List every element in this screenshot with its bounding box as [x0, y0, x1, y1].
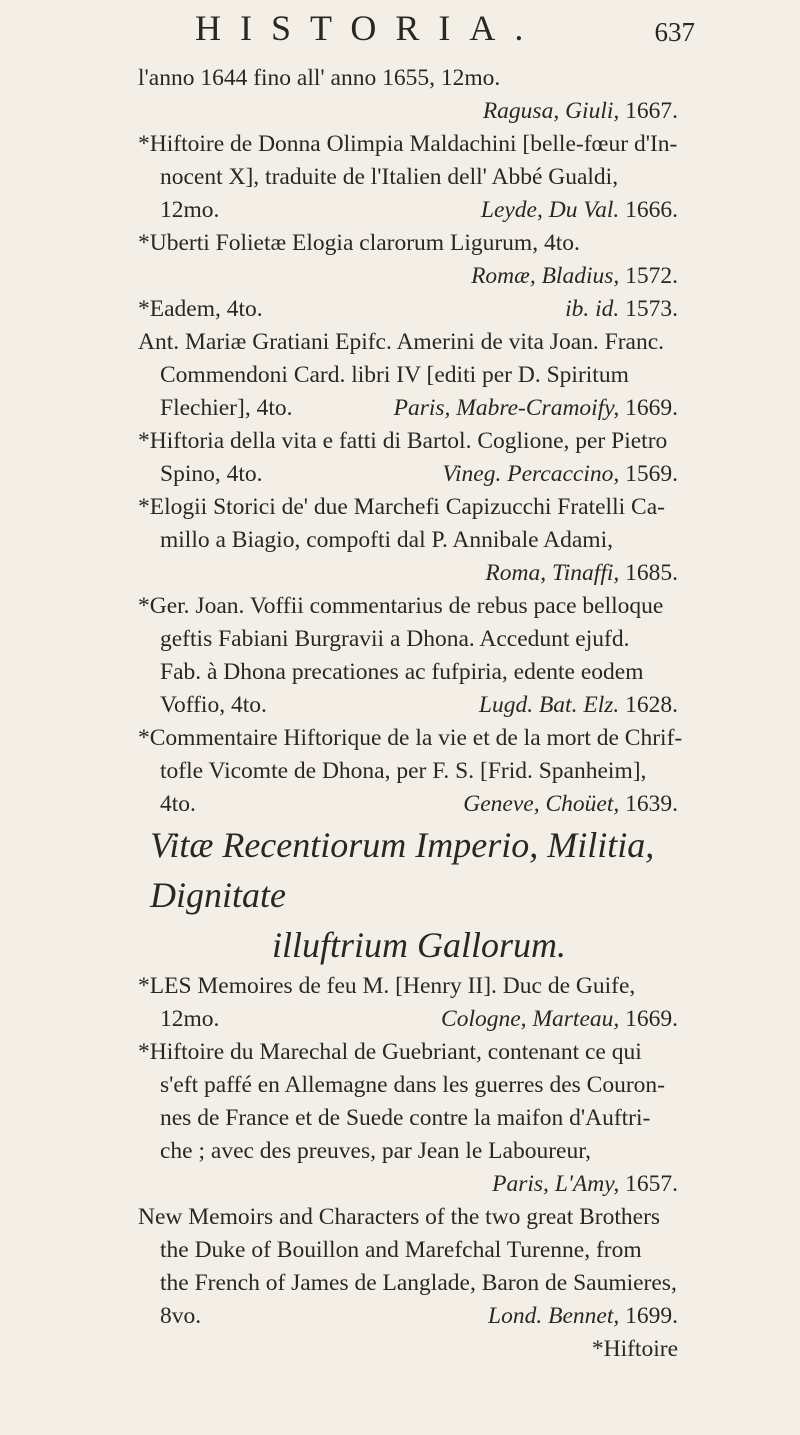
imprint	[463, 788, 678, 821]
catchword-line	[138, 1333, 678, 1366]
imprint-place: ib.	[565, 296, 590, 322]
catalogue-entry	[138, 425, 678, 491]
entry-text: 12mo.	[160, 197, 220, 223]
entry-line	[138, 95, 678, 128]
entry-line	[138, 1102, 678, 1135]
catalogue-entry	[138, 722, 683, 821]
entry-text: 12mo.	[160, 1006, 220, 1032]
entry-line	[138, 788, 678, 821]
imprint-year: 1699.	[625, 1303, 678, 1329]
entry-line	[138, 227, 678, 260]
imprint-place: Vineg.	[442, 461, 502, 487]
entry-text: Spino, 4to.	[160, 461, 263, 487]
entry-text: Voffio, 4to.	[160, 692, 267, 718]
entry-text: *LES Memoires de feu M. [Henry II]. Duc de Guife,	[138, 973, 636, 999]
entry-line	[138, 359, 678, 392]
imprint-publisher: L'Amy,	[554, 1171, 620, 1197]
entry-line	[138, 491, 678, 524]
imprint-place: Paris,	[492, 1171, 549, 1197]
imprint	[485, 557, 678, 590]
imprint-publisher: Marteau,	[532, 1006, 620, 1032]
imprint	[442, 458, 678, 491]
entry-text: *Hiftoria della vita e fatti di Bartol. Coglione, per Pietro	[138, 428, 668, 454]
entry-text: millo a Biagio, compofti dal P. Annibale Adami,	[160, 527, 613, 553]
imprint-year: 1572.	[625, 263, 678, 289]
catalogue-entry	[138, 62, 678, 128]
imprint-year: 1666.	[625, 197, 678, 223]
section-heading-line1: Vitæ Recentiorum Imperio, Militia, Dignitate	[150, 825, 655, 915]
entry-line	[138, 1036, 678, 1069]
imprint-year: 1573.	[625, 296, 678, 322]
entry-line	[138, 1300, 678, 1333]
imprint	[481, 194, 678, 227]
entry-line	[138, 1201, 678, 1234]
entry-line	[138, 722, 683, 755]
catalogue-entry	[138, 970, 678, 1036]
imprint-publisher: Elz.	[583, 692, 620, 718]
section-heading-line2: illuftrium Gallorum.	[272, 925, 567, 965]
imprint-place: Ragusa,	[482, 98, 560, 124]
entry-line	[138, 392, 678, 425]
section-heading	[150, 820, 670, 970]
imprint-publisher: Percaccino,	[507, 461, 620, 487]
entry-line	[138, 194, 678, 227]
entry-line	[138, 326, 678, 359]
imprint	[483, 95, 678, 128]
entry-text: the French of James de Langlade, Baron de Saumieres,	[160, 1270, 677, 1296]
catalogue-entry	[138, 590, 678, 722]
catalogue-entry	[138, 227, 678, 293]
entry-text: the Duke of Bouillon and Marefchal Turenne, from	[160, 1237, 642, 1263]
imprint-publisher: id.	[595, 296, 620, 322]
entry-text: *Ger. Joan. Voffii commentarius de rebus pace belloque	[138, 593, 664, 619]
catalogue-entry	[138, 326, 678, 425]
catalogue-entry	[138, 293, 678, 326]
imprint-publisher: Du Val.	[548, 197, 620, 223]
imprint-place: Geneve,	[463, 791, 540, 817]
imprint-year: 1685.	[625, 560, 678, 586]
entry-line	[138, 128, 678, 161]
catalogue-entry	[138, 128, 678, 227]
entry-line	[138, 1267, 678, 1300]
imprint-publisher: Giuli,	[565, 98, 620, 124]
entry-line	[138, 1003, 678, 1036]
entry-text: *Commentaire Hiftorique de la vie et de la mort de Chrif-	[138, 725, 683, 751]
imprint-place: Leyde,	[480, 197, 543, 223]
imprint	[492, 1168, 678, 1201]
catalogue-entry	[138, 1036, 678, 1201]
entry-text: Fab. à Dhona precationes ac fufpiria, edente eodem	[160, 659, 644, 685]
imprint-place: Lugd. Bat.	[478, 692, 578, 718]
imprint-place: Paris,	[393, 395, 451, 421]
entry-text: *Uberti Folietæ Elogia clarorum Ligurum, 4to.	[138, 230, 580, 256]
entry-text: l'anno 1644 fino all' anno 1655, 12mo.	[138, 65, 501, 91]
imprint-place: Romæ,	[471, 263, 536, 289]
entry-text: geftis Fabiani Burgravii a Dhona. Accedunt ejufd.	[160, 626, 630, 652]
imprint-year: 1667.	[625, 98, 678, 124]
running-head	[195, 10, 695, 60]
entry-line	[138, 970, 678, 1003]
imprint	[479, 689, 678, 722]
entry-line	[138, 1234, 678, 1267]
entry-text: s'eft paffé en Allemagne dans les guerres des Couron-	[160, 1072, 665, 1098]
entry-line	[138, 1168, 678, 1201]
imprint-year: 1657.	[625, 1171, 678, 1197]
imprint-place: Cologne,	[441, 1006, 527, 1032]
entry-line	[138, 260, 678, 293]
imprint	[488, 1300, 678, 1333]
imprint-year: 1569.	[625, 461, 678, 487]
entry-text: Ant. Mariæ Gratiani Epifc. Amerini de vita Joan. Franc.	[138, 329, 665, 355]
catalogue-entries-section2	[138, 970, 678, 1366]
imprint-publisher: Mabre-Cramoify,	[456, 395, 620, 421]
entry-line	[138, 623, 678, 656]
imprint	[565, 293, 678, 326]
imprint-year: 1669.	[625, 395, 678, 421]
entry-line	[138, 161, 678, 194]
entry-text: che ; avec des preuves, par Jean le Laboureur,	[160, 1138, 591, 1164]
catalogue-entry	[138, 491, 678, 590]
imprint-place: Lond.	[488, 1303, 543, 1329]
entry-text: Commendoni Card. libri IV [editi per D. Spiritum	[160, 362, 629, 388]
catalogue-entries	[138, 62, 683, 821]
entry-line	[138, 1135, 678, 1168]
catalogue-entry	[138, 1201, 678, 1333]
imprint-publisher: Tinaffi,	[551, 560, 620, 586]
entry-text: Flechier], 4to.	[160, 395, 293, 421]
entry-text: tofle Vicomte de Dhona, per F. S. [Frid. Spanheim],	[160, 758, 647, 784]
imprint-year: 1639.	[625, 791, 678, 817]
entry-text: New Memoirs and Characters of the two great Brothers	[138, 1204, 661, 1230]
entry-text: *Elogii Storici de' due Marchefi Capizucchi Fratelli Ca-	[138, 494, 665, 520]
entry-line	[138, 689, 678, 722]
entry-line	[138, 425, 678, 458]
entry-text: *Hiftoire du Marechal de Guebriant, contenant ce qui	[138, 1039, 642, 1065]
page-number: 637	[654, 17, 695, 47]
imprint-place: Roma,	[485, 560, 547, 586]
imprint-publisher: Bladius,	[541, 263, 620, 289]
entry-line	[138, 62, 678, 95]
entry-line	[138, 458, 678, 491]
entry-line	[138, 1069, 678, 1102]
entry-text: nes de France et de Suede contre la maifon d'Auftri-	[160, 1105, 651, 1131]
catchword: *Hiftoire	[591, 1336, 678, 1362]
imprint	[471, 260, 678, 293]
entry-text: *Eadem, 4to.	[138, 296, 263, 322]
running-head-title: HISTORIA.	[195, 8, 543, 48]
imprint-publisher: Choüet,	[545, 791, 620, 817]
imprint	[394, 392, 678, 425]
entry-line	[138, 656, 678, 689]
entry-line	[138, 293, 678, 326]
imprint	[441, 1003, 678, 1036]
entry-line	[138, 755, 678, 788]
entry-line	[138, 557, 678, 590]
imprint-year: 1628.	[625, 692, 678, 718]
entry-text: 8vo.	[160, 1303, 202, 1329]
entry-text: *Hiftoire de Donna Olimpia Maldachini [belle-fœur d'In-	[138, 131, 678, 157]
entry-line	[138, 590, 678, 623]
entry-line	[138, 524, 678, 557]
imprint-publisher: Bennet,	[548, 1303, 620, 1329]
entry-text: 4to.	[160, 791, 196, 817]
entry-text: nocent X], traduite de l'Italien dell' Abbé Gualdi,	[160, 164, 619, 190]
imprint-year: 1669.	[625, 1006, 678, 1032]
